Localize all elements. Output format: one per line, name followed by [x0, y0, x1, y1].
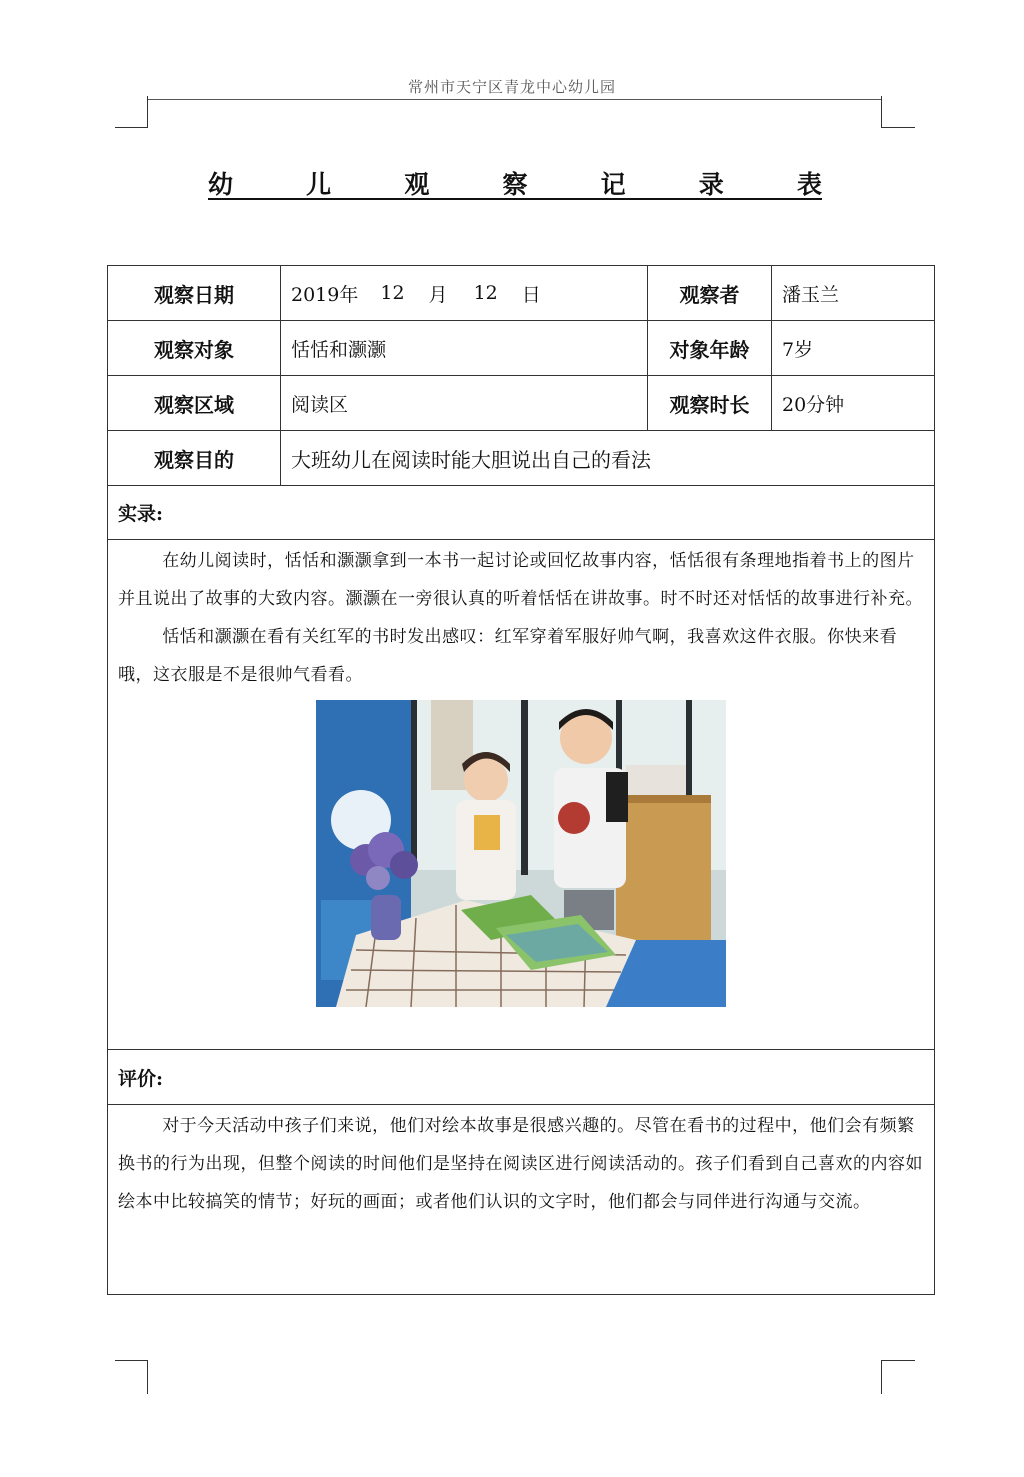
title-char: 察: [502, 170, 528, 199]
date-day-unit: 日: [521, 283, 541, 306]
date-year: 2019年: [291, 283, 359, 306]
evaluation-paragraph: 对于今天活动中孩子们来说，他们对绘本故事是很感兴趣的。尽管在看书的过程中，他们会有频繁换书的行为出现，但整个阅读的时间他们是坚持在阅读区进行阅读活动的。孩子们看到自己喜欢的内容如绘本中比较搞笑的情节；好玩的画面；或者他们认识的文字时，他们都会与同伴进行沟通与交流。: [118, 1116, 923, 1212]
subject-label: 观察对象: [108, 321, 281, 376]
table-row: [108, 266, 935, 321]
duration-label: 观察时长: [648, 376, 772, 431]
crop-mark-top-left: [147, 96, 148, 128]
observation-photo: [316, 700, 726, 1007]
age-label: 对象年龄: [648, 321, 772, 376]
title-char: 记: [600, 170, 626, 199]
crop-mark-bottom-right: [881, 1360, 882, 1394]
table-row: [108, 321, 935, 376]
title-char: 儿: [306, 170, 332, 199]
crop-mark-bottom-left: [147, 1360, 148, 1394]
table-row: [108, 486, 935, 540]
area-label: 观察区域: [108, 376, 281, 431]
table-row: [108, 431, 935, 486]
observer-value: 潘玉兰: [772, 266, 935, 321]
observation-photo-illustration: [316, 700, 726, 1007]
duration-value: 20分钟: [772, 376, 935, 431]
evaluation-body: [108, 1105, 935, 1295]
age-value: 7岁: [772, 321, 935, 376]
observation-table: [107, 265, 935, 1295]
record-paragraph: 在幼儿阅读时，恬恬和灏灏拿到一本书一起讨论或回忆故事内容，恬恬很有条理地指着书上的图片并且说出了故事的大致内容。灏灏在一旁很认真的听着恬恬在讲故事。时不时还对恬恬的故事进行补充。: [118, 551, 923, 609]
observer-label: 观察者: [648, 266, 772, 321]
page-title: [208, 168, 822, 200]
date-day: 12: [473, 282, 498, 304]
date-value: [281, 266, 648, 321]
title-char: 录: [698, 170, 724, 199]
date-label: 观察日期: [108, 266, 281, 321]
crop-mark-top-right: [881, 127, 915, 128]
area-value: 阅读区: [281, 376, 648, 431]
record-paragraph: 恬恬和灏灏在看有关红军的书时发出感叹：红军穿着军服好帅气啊，我喜欢这件衣服。你快来看哦，这衣服是不是很帅气看看。: [118, 627, 898, 685]
crop-mark-top-right: [881, 96, 882, 128]
record-heading: 实录:: [108, 486, 935, 540]
title-char: 表: [796, 170, 822, 199]
table-row: [108, 1105, 935, 1295]
date-month-unit: 月: [428, 283, 448, 306]
subject-value: 恬恬和灏灏: [281, 321, 648, 376]
purpose-label: 观察目的: [108, 431, 281, 486]
crop-mark-bottom-right: [881, 1360, 915, 1361]
evaluation-heading: 评价:: [108, 1050, 935, 1105]
table-row: [108, 540, 935, 1050]
record-body: [108, 540, 935, 1050]
title-char: 观: [404, 170, 430, 199]
header-rule: [148, 99, 882, 100]
table-row: [108, 376, 935, 431]
date-month: 12: [380, 282, 405, 304]
purpose-value: 大班幼儿在阅读时能大胆说出自己的看法: [281, 431, 935, 486]
table-row: [108, 1050, 935, 1105]
title-char: 幼: [208, 170, 234, 199]
crop-mark-top-left: [115, 127, 148, 128]
crop-mark-bottom-left: [115, 1360, 148, 1361]
school-name: 常州市天宁区青龙中心幼儿园: [407, 78, 616, 96]
